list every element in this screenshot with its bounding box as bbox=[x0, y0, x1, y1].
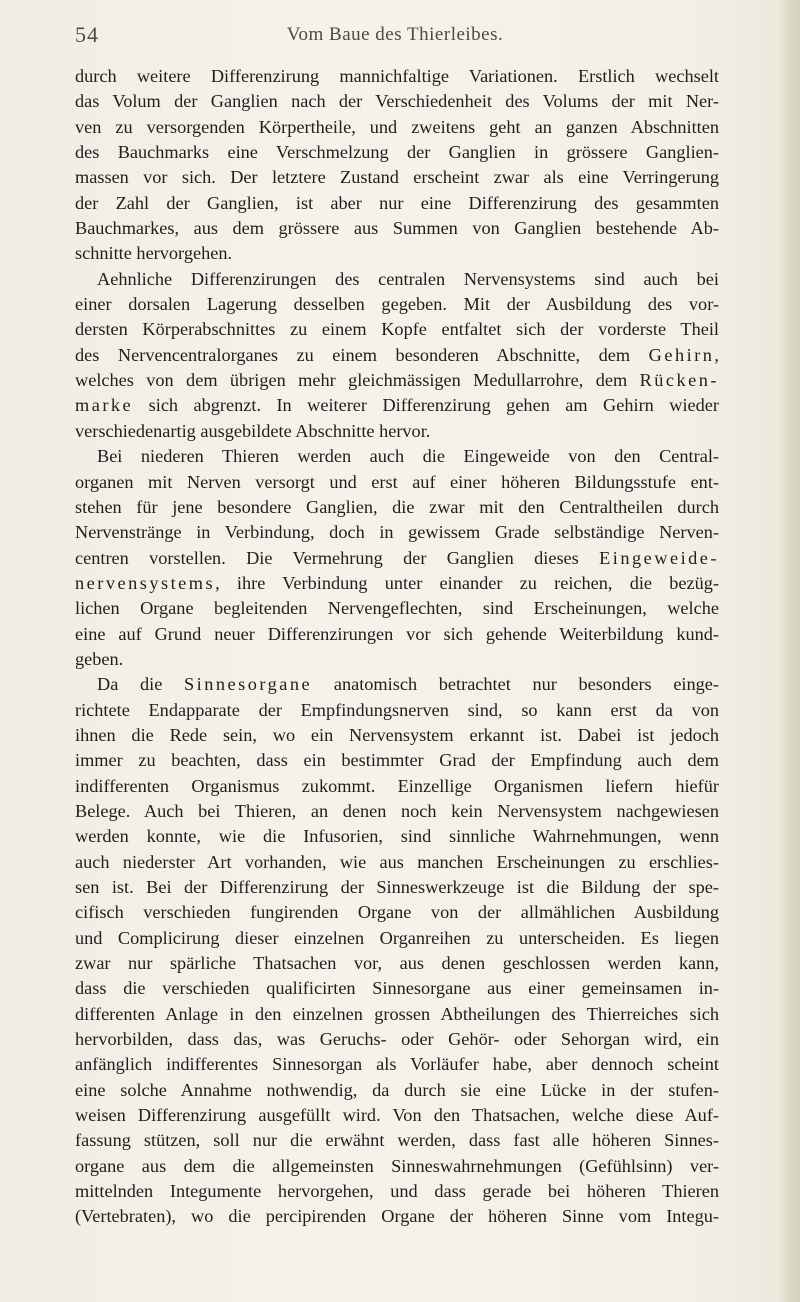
text-line: sen ist. Bei der Differenzirung der Sinneswerkzeuge ist die Bildung der spe- bbox=[75, 877, 719, 897]
emphasis-eingeweide: Eingeweide- bbox=[599, 547, 719, 568]
text-line: Aehnliche Differenzirungen des centralen Nervensystems sind auch bei bbox=[97, 268, 719, 289]
text-line: des Nervencentralorganes zu einem besonderen Abschnitte, dem Gehirn, bbox=[75, 344, 719, 365]
text-line: Nervenstränge in Verbindung, doch in gewissem Grade selbständige Nerven- bbox=[75, 522, 719, 543]
text-line: Belege. Auch bei Thieren, an denen noch kein Nervensystem nachgewiesen bbox=[75, 800, 719, 821]
text-line: (Vertebraten), wo die percipirenden Organe der höheren Sinne vom Integu- bbox=[75, 1206, 719, 1227]
emphasis-sinnesorgane: Sinnesorgane bbox=[184, 674, 313, 695]
text-line: centren vorstellen. Die Vermehrung der Ganglien dieses Eingeweide- bbox=[75, 547, 719, 568]
text-line: differenten Anlage in den einzelnen grossen Abtheilungen des Thierreiches sich bbox=[75, 1003, 719, 1024]
text-line: schnitte hervorgehen. bbox=[75, 243, 233, 264]
emphasis-ruecken: Rücken- bbox=[639, 370, 719, 391]
text-line: marke sich abgrenzt. In weiterer Differenzirung gehen am Gehirn wieder bbox=[75, 395, 719, 416]
emphasis-marke: marke bbox=[75, 395, 134, 416]
page-edge bbox=[778, 0, 800, 1302]
paragraph-3 bbox=[75, 444, 719, 672]
text-line: organe aus dem die allgemeinsten Sinneswahrnehmungen (Gefühlsinn) ver- bbox=[75, 1155, 719, 1176]
text-line: richtete Endapparate der Empfindungsnerven sind, so kann erst da von bbox=[75, 699, 719, 720]
text-line: immer zu beachten, dass ein bestimmter Grad der Empfindung auch dem bbox=[75, 750, 719, 771]
emphasis-gehirn: Gehirn bbox=[648, 344, 715, 365]
text-line: massen vor sich. Der letztere Zustand erscheint zwar als eine Verringerung bbox=[75, 167, 719, 188]
page-number: 54 bbox=[75, 22, 99, 47]
text-line: mittelnden Integumente hervorgehen, und dass gerade bei höheren Thieren bbox=[75, 1181, 719, 1202]
running-title: Vom Baue des Thierleibes. bbox=[286, 24, 504, 45]
text-line: und Complicirung dieser einzelnen Organreihen zu unterscheiden. Es liegen bbox=[75, 927, 719, 948]
text-line: anfänglich indifferentes Sinnesorgan als Vorläufer habe, aber dennoch scheint bbox=[75, 1054, 719, 1075]
paragraph-2 bbox=[75, 267, 719, 444]
text-line: auch niederster Art vorhanden, wie aus manchen Erscheinungen zu erschlies- bbox=[75, 851, 719, 872]
paragraph-1 bbox=[75, 64, 719, 267]
text-line: lichen Organe begleitenden Nervengeflechten, sind Erscheinungen, welche bbox=[75, 598, 719, 619]
text-line: werden konnte, wie die Infusorien, sind sinnliche Wahrnehmungen, wenn bbox=[75, 826, 719, 847]
text-line: ven zu versorgenden Körpertheile, und zweitens geht an ganzen Abschnitten bbox=[75, 116, 719, 137]
text-line: einer dorsalen Lagerung desselben gegeben. Mit der Ausbildung des vor- bbox=[75, 294, 719, 315]
text-line: hervorbilden, dass das, was Geruchs- oder Gehör- oder Sehorgan wird, ein bbox=[75, 1029, 719, 1050]
text-line: eine solche Annahme nothwendig, da durch sie eine Lücke in der stufen- bbox=[75, 1079, 719, 1100]
text-line: welches von dem übrigen mehr gleichmässigen Medullarrohre, dem Rücken- bbox=[75, 370, 719, 391]
text-line: Bei niederen Thieren werden auch die Eingeweide von den Central- bbox=[97, 446, 719, 467]
emphasis-nervensystems: nervensystems bbox=[75, 572, 216, 593]
page-header bbox=[75, 22, 715, 52]
text-line: cifisch verschieden fungirenden Organe von der allmählichen Ausbildung bbox=[75, 902, 719, 923]
text-line: geben. bbox=[75, 648, 124, 669]
text-line: zwar nur spärliche Thatsachen vor, aus denen geschlossen werden kann, bbox=[75, 953, 719, 974]
text-line: der Zahl der Ganglien, ist aber nur eine Differenzirung des gesammten bbox=[75, 192, 719, 213]
text-line: dass die verschieden qualificirten Sinnesorgane aus einer gemeinsamen in- bbox=[75, 978, 719, 999]
text-line: Bauchmarkes, aus dem grössere aus Summen von Ganglien bestehende Ab- bbox=[75, 218, 719, 239]
text-line: organen mit Nerven versorgt und erst auf einer höheren Bildungsstufe ent- bbox=[75, 471, 719, 492]
text-line: fassung stützen, soll nur die erwähnt werden, dass fast alle höheren Sinnes- bbox=[75, 1130, 719, 1151]
text-line: indifferenten Organismus zukommt. Einzellige Organismen liefern hiefür bbox=[75, 775, 719, 796]
text-line: stehen für jene besondere Ganglien, die zwar mit den Centraltheilen durch bbox=[75, 496, 719, 517]
text-line: ihnen die Rede sein, wo ein Nervensystem erkannt ist. Dabei ist jedoch bbox=[75, 724, 719, 745]
text-line: weisen Differenzirung ausgefüllt wird. Von den Thatsachen, welche diese Auf- bbox=[75, 1105, 719, 1126]
text-line: nervensystems, ihre Verbindung unter einander zu reichen, die bezüg- bbox=[75, 572, 719, 593]
body-text bbox=[75, 64, 719, 1230]
paragraph-4 bbox=[75, 672, 719, 1230]
text-line: verschiedenartig ausgebildete Abschnitte hervor. bbox=[75, 420, 431, 441]
text-line: dersten Körperabschnittes zu einem Kopfe entfaltet sich der vorderste Theil bbox=[75, 319, 719, 340]
text-line: des Bauchmarks eine Verschmelzung der Ganglien in grössere Ganglien- bbox=[75, 142, 719, 163]
text-line: eine auf Grund neuer Differenzirungen vor sich gehende Weiterbildung kund- bbox=[75, 623, 719, 644]
text-line: das Volum der Ganglien nach der Verschiedenheit des Volums der mit Ner- bbox=[75, 91, 719, 112]
text-line: durch weitere Differenzirung mannichfaltige Variationen. Erstlich wechselt bbox=[75, 66, 719, 86]
text-line: Da die Sinnesorgane anatomisch betrachtet nur besonders einge- bbox=[97, 674, 719, 695]
